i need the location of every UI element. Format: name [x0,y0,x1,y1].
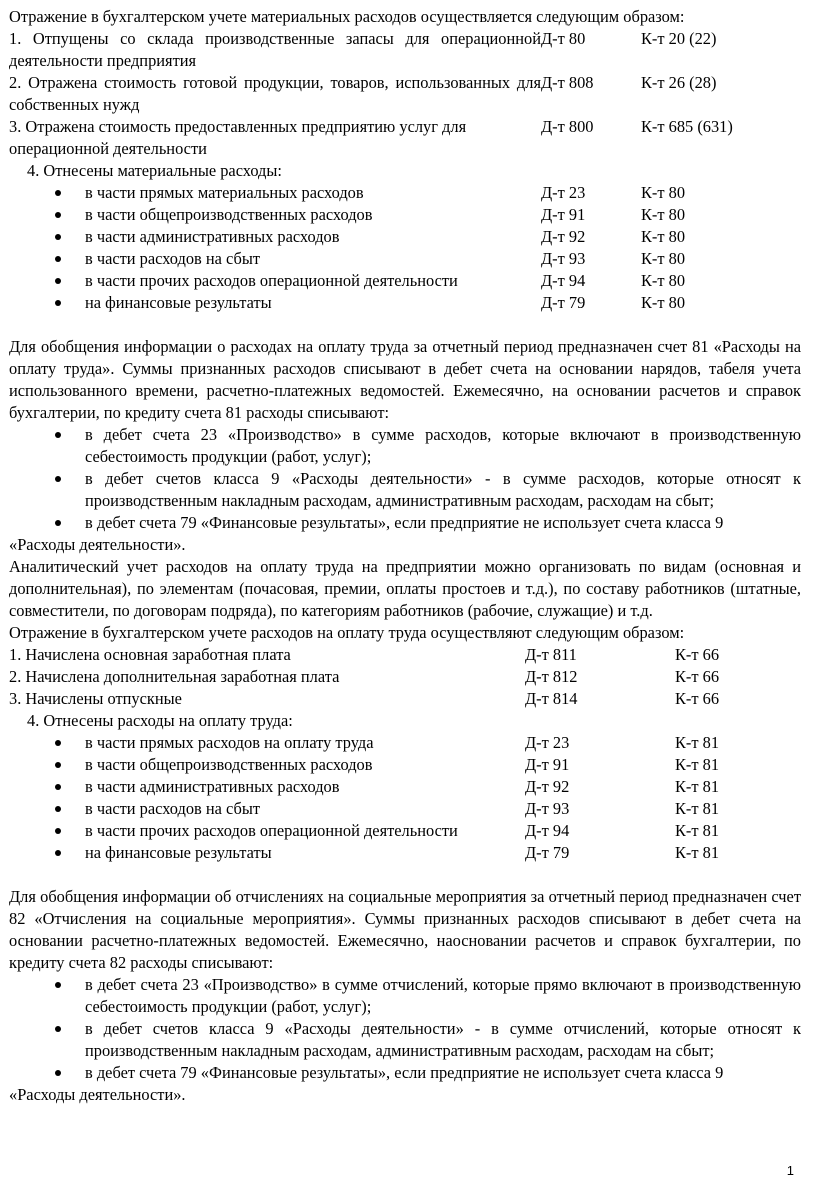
bullet-icon [55,520,61,526]
table-row [9,72,801,116]
labor-subheading: 4. Отнесены расходы на оплату труда: [27,711,293,730]
bullet-icon [55,300,61,306]
entry-credit: К-т 66 [675,689,720,708]
entry-description: в части общепроизводственных расходов [85,755,373,774]
table-row [9,820,801,842]
table-row [9,116,801,160]
entry-description: на финансовые результаты [85,293,272,312]
entry-credit: К-т 80 [641,227,686,246]
entry-credit: К-т 81 [675,733,720,752]
entry-description: в части прочих расходов операционной деятельности [85,821,458,840]
bullet-icon [55,806,61,812]
entry-debit: Д-т 808 [541,73,594,92]
table-row [9,270,801,292]
bullet-icon [55,256,61,262]
table-row [9,666,801,688]
list-account-82 [9,974,801,1106]
entry-debit: Д-т 93 [541,249,586,268]
entry-description: в части расходов на сбыт [85,249,260,268]
entry-description: 3. Начислены отпускные [9,689,182,708]
intro-labor: Отражение в бухгалтерском учете расходов на оплату труда осуществляют следующим образом: [9,623,685,642]
entry-credit: К-т 80 [641,249,686,268]
table-row [9,754,801,776]
table-row [9,688,801,710]
paragraph-analytic: Аналитический учет расходов на оплату труда на предприятии можно организовать по видам (основная и дополнительная), по элементам (почасовая, премии, оплаты простоев и т.д.), по составу работников (штатные, совместители, по договорам подряда), по категориям работников (рабочие, служащие) и т.д. [9,557,801,620]
list-account-81 [9,424,801,556]
table-row [9,28,801,72]
list-item: в дебет счетов класса 9 «Расходы деятельности» - в сумме расходов, которые относят к производственным накладным расходам, административным расходам, расходам на сбыт; [9,468,801,512]
list-item: в дебет счетов класса 9 «Расходы деятельности» - в сумме отчислений, которые относят к производственным накладным расходам, административным расходам, расходам на сбыт; [9,1018,801,1062]
entry-description: 1. Отпущены со склада производственные запасы для операционной деятельности предприятия [9,29,541,70]
table-row [9,248,801,270]
entry-credit: К-т 80 [641,271,686,290]
list-item: в дебет счета 23 «Производство» в сумме отчислений, которые прямо включают в производственную себестоимость продукции (работ, услуг); [9,974,801,1018]
bullet-icon [55,740,61,746]
bullet-icon [55,190,61,196]
intro-material: Отражение в бухгалтерском учете материальных расходов осуществляется следующим образом: [9,7,685,26]
entry-credit: К-т 66 [675,667,720,686]
table-row [9,226,801,248]
bullet-icon [55,1026,61,1032]
entry-credit: К-т 20 (22) [641,29,717,48]
entry-debit: Д-т 91 [541,205,586,224]
entry-credit: К-т 80 [641,183,686,202]
entry-debit: Д-т 92 [525,777,570,796]
entry-debit: Д-т 800 [541,117,594,136]
entry-description: на финансовые результаты [85,843,272,862]
entry-debit: Д-т 23 [541,183,586,202]
bullet-icon [55,784,61,790]
entry-description: в части расходов на сбыт [85,799,260,818]
entry-credit: К-т 81 [675,799,720,818]
entry-debit: Д-т 814 [525,689,578,708]
entry-description: 1. Начислена основная заработная плата [9,645,291,664]
entry-debit: Д-т 94 [525,821,570,840]
bullet-icon [55,762,61,768]
entry-credit: К-т 685 (631) [641,117,733,136]
bullet-icon [55,476,61,482]
entry-debit: Д-т 93 [525,799,570,818]
list-item: в дебет счета 79 «Финансовые результаты», если предприятие не использует счета класса 9 «Расходы деятельности». [9,513,724,554]
table-row [9,732,801,754]
table-row [9,798,801,820]
entry-description: 3. Отражена стоимость предоставленных предприятию услуг для операционной деятельности [9,117,467,158]
bullet-icon [55,278,61,284]
entry-credit: К-т 81 [675,777,720,796]
entry-debit: Д-т 23 [525,733,570,752]
bullet-icon [55,850,61,856]
entry-debit: Д-т 79 [541,293,586,312]
table-row [9,644,801,666]
entry-description: в части прочих расходов операционной деятельности [85,271,458,290]
entry-description: в части общепроизводственных расходов [85,205,373,224]
table-row [9,182,801,204]
table-row [9,776,801,798]
entry-description: 2. Отражена стоимость готовой продукции, товаров, использованных для собственных нужд [9,73,541,114]
bullet-icon [55,432,61,438]
bullet-icon [55,982,61,988]
entry-debit: Д-т 92 [541,227,586,246]
entry-credit: К-т 80 [641,293,686,312]
entry-credit: К-т 81 [675,821,720,840]
entry-debit: Д-т 80 [541,29,586,48]
bullet-icon [55,212,61,218]
table-row [9,842,801,864]
entry-debit: Д-т 812 [525,667,578,686]
entry-debit: Д-т 811 [525,645,577,664]
paragraph-account-82: Для обобщения информации об отчислениях на социальные мероприятия за отчетный период предназначен счет 82 «Отчисления на социальные мероприятия». Суммы признанных расходов списывают в дебет счета на основании расчетно-платежных ведомостей. Ежемесячно, наосновании расчетов и справок бухгалтерии, по кредиту счета 82 расходы списывают: [9,887,801,972]
list-item: в дебет счета 23 «Производство» в сумме расходов, которые включают в производственную себестоимость продукции (работ, услуг); [9,424,801,468]
page-number: 1 [786,1163,794,1178]
table-row [9,204,801,226]
entry-debit: Д-т 94 [541,271,586,290]
bullet-icon [55,828,61,834]
entry-credit: К-т 66 [675,645,720,664]
entry-debit: Д-т 91 [525,755,570,774]
paragraph-account-81: Для обобщения информации о расходах на оплату труда за отчетный период предназначен счет 81 «Расходы на оплату труда». Суммы признанных расходов списывают в дебет счета на основании нарядов, табеля учета использованного времени, расчетно-платежных ведомостей. Ежемесячно, на основании расчетов и справок бухгалтерии, по кредиту счета 81 расходы списывают: [9,337,801,422]
entry-description: в части прямых расходов на оплату труда [85,733,374,752]
entry-credit: К-т 81 [675,755,720,774]
material-subheading: 4. Отнесены материальные расходы: [27,161,282,180]
table-row [9,292,801,314]
material-entries-table [9,28,801,314]
bullet-icon [55,1070,61,1076]
entry-credit: К-т 80 [641,205,686,224]
entry-credit: К-т 26 (28) [641,73,717,92]
list-item: в дебет счета 79 «Финансовые результаты», если предприятие не использует счета класса 9 «Расходы деятельности». [9,1063,724,1104]
entry-description: в части прямых материальных расходов [85,183,364,202]
entry-description: в части административных расходов [85,227,340,246]
entry-debit: Д-т 79 [525,843,570,862]
labor-entries-table [9,644,801,864]
entry-credit: К-т 81 [675,843,720,862]
document-page [9,6,801,1106]
entry-description: 2. Начислена дополнительная заработная плата [9,667,340,686]
bullet-icon [55,234,61,240]
entry-description: в части административных расходов [85,777,340,796]
